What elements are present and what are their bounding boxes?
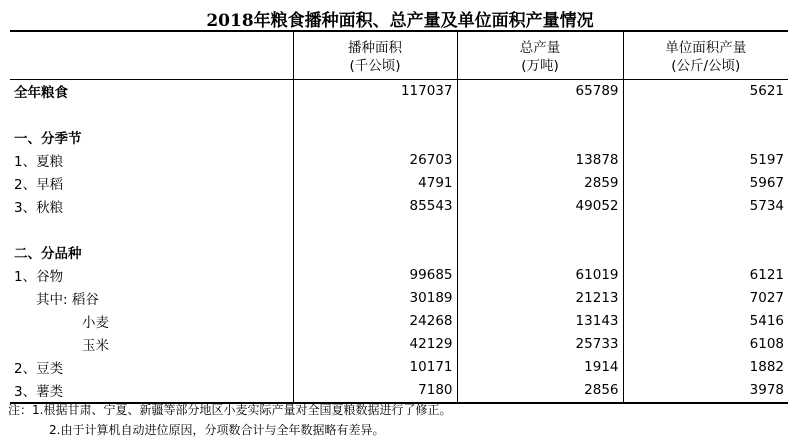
cell-total-output <box>457 218 623 241</box>
cell-total-output: 13143 <box>457 310 623 333</box>
cell-total-output: 13878 <box>457 149 623 172</box>
cell-sown-area: 4791 <box>293 172 457 195</box>
row-label <box>10 218 293 241</box>
cell-total-output: 65789 <box>457 79 623 103</box>
cell-unit-yield: 5621 <box>623 79 788 103</box>
table-row <box>10 287 788 310</box>
cell-total-output: 61019 <box>457 264 623 287</box>
header-unit-yield <box>623 31 788 79</box>
cell-sown-area: 24268 <box>293 310 457 333</box>
table-row <box>10 195 788 218</box>
row-label: 2、豆类 <box>14 361 64 377</box>
row-label: 3、薯类 <box>10 379 293 403</box>
table-row <box>10 379 788 403</box>
table-row <box>10 172 788 195</box>
cell-unit-yield: 6121 <box>623 264 788 287</box>
table-row <box>10 333 788 356</box>
cell-sown-area: 99685 <box>293 264 457 287</box>
row-label: 2、早稻 <box>14 177 64 193</box>
cell-total-output: 25733 <box>457 333 623 356</box>
row-label: 玉米 <box>82 338 109 354</box>
header-sown-area <box>293 31 457 79</box>
cell-sown-area <box>293 241 457 264</box>
cell-unit-yield: 6108 <box>623 333 788 356</box>
cell-unit-yield: 5734 <box>623 195 788 218</box>
table-row <box>10 149 788 172</box>
header-total-output-name: 总产量 <box>519 39 561 56</box>
table-row <box>10 79 788 103</box>
cell-total-output: 1914 <box>457 356 623 379</box>
cell-unit-yield: 3978 <box>623 379 788 403</box>
header-total-output-unit: (万吨) <box>521 57 559 74</box>
cell-unit-yield: 5416 <box>623 310 788 333</box>
cell-sown-area: 117037 <box>293 79 457 103</box>
cell-unit-yield <box>623 126 788 149</box>
cell-total-output: 2856 <box>457 379 623 403</box>
cell-total-output <box>457 103 623 126</box>
header-unit-yield-unit: (公斤/公顷) <box>671 57 741 74</box>
row-label: 小麦 <box>82 315 109 331</box>
header-row <box>10 31 788 79</box>
cell-total-output: 49052 <box>457 195 623 218</box>
header-total-output <box>457 31 623 79</box>
cell-sown-area: 10171 <box>293 356 457 379</box>
table-row <box>10 126 788 149</box>
table-row <box>10 264 788 287</box>
row-label: 二、分品种 <box>14 246 82 262</box>
cell-sown-area: 85543 <box>293 195 457 218</box>
cell-unit-yield: 5197 <box>623 149 788 172</box>
cell-unit-yield <box>623 218 788 241</box>
cell-sown-area <box>293 218 457 241</box>
cell-unit-yield <box>623 241 788 264</box>
row-label: 3、秋粮 <box>14 200 64 216</box>
grain-statistics-table <box>10 30 788 404</box>
note-2: 2.由于计算机自动进位原因，分项数合计与全年数据略有差异。 <box>49 423 385 437</box>
table-row <box>10 356 788 379</box>
header-sown-area-name: 播种面积 <box>348 39 402 56</box>
table-row <box>10 218 788 241</box>
cell-sown-area <box>293 126 457 149</box>
row-label <box>10 103 293 126</box>
cell-sown-area <box>293 103 457 126</box>
table-notes <box>8 400 451 440</box>
row-label: 1、夏粮 <box>14 154 64 170</box>
cell-sown-area: 30189 <box>293 287 457 310</box>
cell-sown-area: 26703 <box>293 149 457 172</box>
header-sown-area-unit: (千公顷) <box>349 57 401 74</box>
cell-unit-yield: 7027 <box>623 287 788 310</box>
cell-total-output: 21213 <box>457 287 623 310</box>
cell-unit-yield: 5967 <box>623 172 788 195</box>
cell-unit-yield: 1882 <box>623 356 788 379</box>
table-row <box>10 103 788 126</box>
table-title: 2018年粮食播种面积、总产量及单位面积产量情况 <box>206 11 594 31</box>
header-unit-yield-name: 单位面积产量 <box>665 39 747 56</box>
cell-unit-yield <box>623 103 788 126</box>
table-row <box>10 310 788 333</box>
row-label: 一、分季节 <box>14 131 82 147</box>
cell-total-output: 2859 <box>457 172 623 195</box>
row-label: 其中: 稻谷 <box>36 292 99 308</box>
cell-total-output <box>457 241 623 264</box>
note-1: 注：1.根据甘肃、宁夏、新疆等部分地区小麦实际产量对全国夏粮数据进行了修正。 <box>8 403 452 417</box>
row-label: 全年粮食 <box>14 85 68 101</box>
table-row <box>10 241 788 264</box>
row-label: 1、谷物 <box>14 269 64 285</box>
cell-sown-area: 7180 <box>293 379 457 403</box>
cell-total-output <box>457 126 623 149</box>
cell-sown-area: 42129 <box>293 333 457 356</box>
header-label-cell <box>10 31 293 79</box>
